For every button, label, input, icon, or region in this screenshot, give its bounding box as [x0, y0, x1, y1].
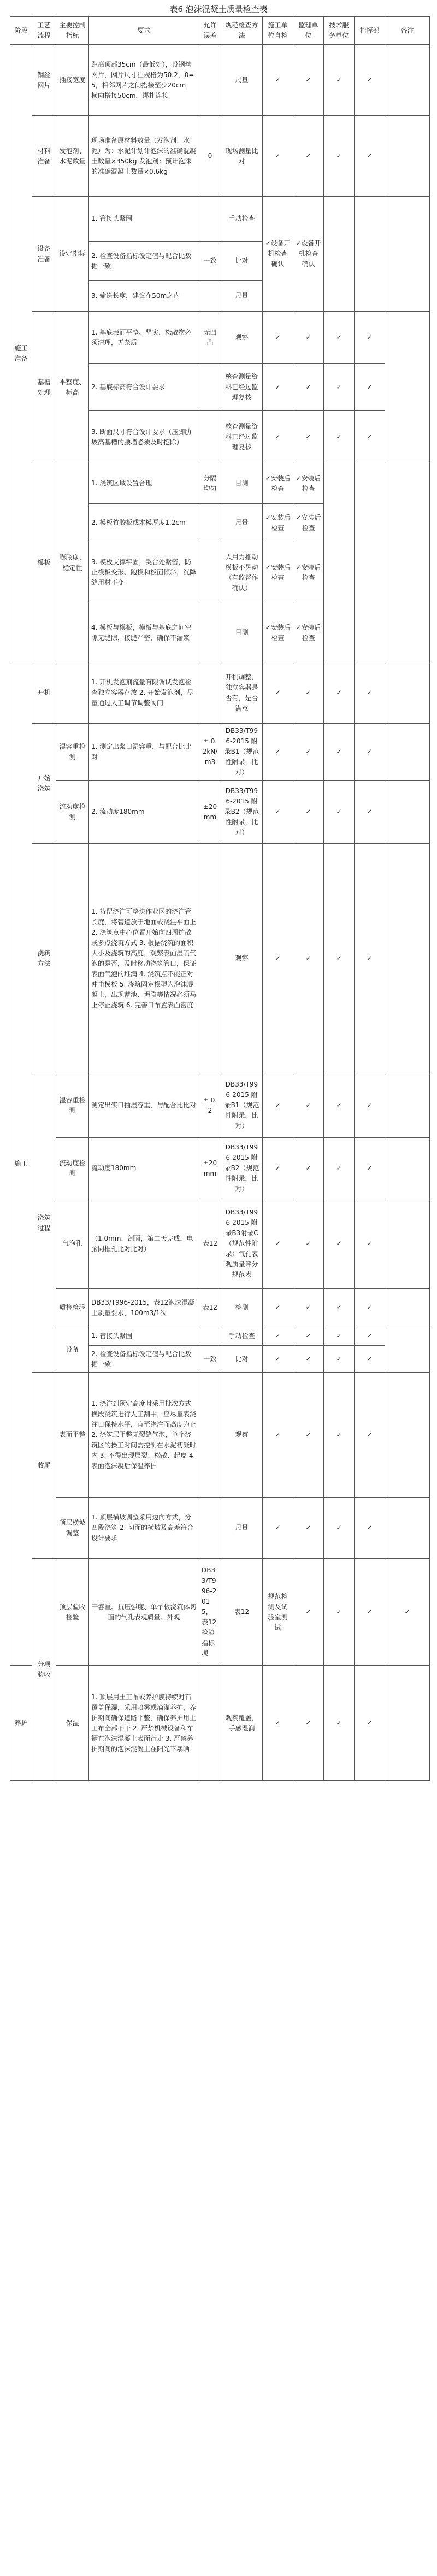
- cell-requirement: 1. 浇注到预定高度时采用批次方式换段浇筑进行人工刮平，应尽量表浇注口保持水平，直至浇注面高度为止 2. 浇筑层平整无裂缝气泡，单个浇筑区的操工时间需控制在水泥初凝时内 3. 不得出现层裂、松散、起皮 4. 表面泡沫凝后保温养护: [89, 1373, 199, 1498]
- check-mark: ✓: [355, 724, 385, 781]
- check-mark: ✓: [324, 1498, 355, 1559]
- cell-remark: [385, 781, 430, 844]
- check-mark: ✓: [324, 1138, 355, 1199]
- cell-method: 人用力推动模板不晃动（有监督作确认）: [221, 542, 263, 603]
- header-stage: 阶段: [10, 17, 32, 45]
- cell-method: 手动检查: [221, 197, 263, 242]
- check-mark: ✓: [263, 724, 293, 781]
- cell-control: 表面平整: [56, 1373, 89, 1498]
- cell-method: DB33/T996-2015 附录B3附录C（规范性附录）气孔表观质量评分规范表: [221, 1199, 263, 1289]
- check-mark: ✓: [355, 1346, 385, 1373]
- cell-method: 尺量: [221, 45, 263, 116]
- cell-requirement: 1. 管接头紧固: [89, 1327, 199, 1346]
- cell-process: 开机: [32, 662, 56, 724]
- cell-control: [56, 662, 89, 724]
- check-mark: ✓: [355, 1559, 385, 1666]
- cell-method: 开机调整，独立容器是否有，是否满意: [221, 662, 263, 724]
- cell-method: 尺量: [221, 1498, 263, 1559]
- check-mark: ✓: [263, 781, 293, 844]
- cell-process: 浇筑过程: [32, 1073, 56, 1373]
- cell-remark: [385, 197, 430, 312]
- cell-tolerance: ±20mm: [199, 1138, 221, 1199]
- table-row: [10, 1327, 430, 1346]
- check-mark: ✓: [324, 45, 355, 116]
- check-mark: ✓: [263, 1373, 293, 1498]
- check-mark: ✓: [293, 724, 324, 781]
- cell-method: 观察: [221, 1373, 263, 1498]
- cell-control: 设定指标: [56, 197, 89, 312]
- check-mark: ✓: [293, 1666, 324, 1781]
- cell-remark: [385, 1138, 430, 1199]
- check-mark: ✓: [263, 1498, 293, 1559]
- check-mark: ✓: [355, 116, 385, 197]
- phase-construction: 施工: [10, 662, 32, 1666]
- check-mark: ✓: [324, 1373, 355, 1498]
- cell-process: 材料准备: [32, 116, 56, 197]
- check-mark: ✓: [293, 1373, 324, 1498]
- check-mark: ✓: [324, 1346, 355, 1373]
- header-hq: 指挥部: [355, 17, 385, 45]
- cell-requirement: DB33/T996-2015，表12 检验指标项: [199, 1559, 221, 1666]
- cell-tolerance: [199, 603, 221, 662]
- cell-tolerance: [199, 45, 221, 116]
- check-mark: ✓: [324, 1327, 355, 1346]
- cell-remark: [385, 463, 430, 662]
- header-control: 主要控制指标: [56, 17, 89, 45]
- cell-tolerance: [199, 1666, 221, 1781]
- cell-tolerance: 表12: [199, 1199, 221, 1289]
- header-method: 规范检查方法: [221, 17, 263, 45]
- cell-method: 目测: [221, 463, 263, 504]
- cell-requirement: DB33/T996-2015，表12泡沫混凝土质量要求，100m3/1次: [89, 1289, 199, 1327]
- cell-tolerance: [199, 1327, 221, 1346]
- cell-control: 顶层横坡调整: [56, 1498, 89, 1559]
- check-mark: ✓: [355, 844, 385, 1073]
- cell-tolerance: [199, 1373, 221, 1498]
- cell-requirement: 1. 测定出浆口湿容重，与配合比比对: [89, 724, 199, 781]
- header-process: 工艺流程: [32, 17, 56, 45]
- check-mark: ✓: [355, 1138, 385, 1199]
- cell-process: 模板: [32, 463, 56, 662]
- cell-tolerance: 一致: [199, 1346, 221, 1373]
- cell-control: 发泡剂、水泥数量: [56, 116, 89, 197]
- check-mark: ✓: [293, 116, 324, 197]
- cell-tolerance: [199, 364, 221, 411]
- check-mark: ✓: [355, 1373, 385, 1498]
- check-mark: ✓: [263, 1073, 293, 1138]
- cell-control: 插接宽度: [56, 45, 89, 116]
- cell-hq: [355, 197, 385, 312]
- cell-self-check: ✓安装后检查: [263, 603, 293, 662]
- check-mark: ✓: [355, 312, 385, 364]
- check-mark: ✓: [355, 1327, 385, 1346]
- cell-remark: [385, 312, 430, 463]
- check-mark: ✓: [293, 411, 324, 463]
- check-mark: ✓: [263, 411, 293, 463]
- cell-tolerance: [199, 542, 221, 603]
- check-mark: ✓: [324, 1199, 355, 1289]
- cell-method: 核查测量资料已经过监理复核: [221, 364, 263, 411]
- check-mark: ✓: [355, 1498, 385, 1559]
- check-mark: ✓: [263, 116, 293, 197]
- cell-method: 观察: [221, 844, 263, 1073]
- cell-remark: [385, 116, 430, 197]
- cell-tolerance: [199, 1498, 221, 1559]
- check-mark: ✓: [263, 312, 293, 364]
- cell-method: 规范检测及试验室测试: [263, 1559, 293, 1666]
- cell-control: 湿容重检测: [56, 724, 89, 781]
- cell-method: DB33/T996-2015 附录B1（规范性附录，比对）: [221, 1073, 263, 1138]
- cell-requirement: （1.0mm，剖面，第二天完成，电脑同框孔比对比对）: [89, 1199, 199, 1289]
- table-row: [10, 1373, 430, 1498]
- check-mark: ✓: [293, 781, 324, 844]
- check-mark: ✓: [293, 844, 324, 1073]
- cell-tech: [324, 463, 355, 662]
- cell-method: 观察覆盖，手感湿润: [221, 1666, 263, 1781]
- cell-method: 观察: [221, 312, 263, 364]
- cell-method: 尺量: [221, 281, 263, 312]
- check-mark: ✓: [263, 1327, 293, 1346]
- cell-method: 比对: [221, 242, 263, 281]
- cell-tolerance: [199, 844, 221, 1073]
- check-mark: ✓: [293, 662, 324, 724]
- header-row: [10, 17, 430, 45]
- cell-requirement: 2. 检查设备指标设定值与配合比数据一致: [89, 1346, 199, 1373]
- cell-control: [56, 844, 89, 1073]
- cell-tolerance: 0: [199, 116, 221, 197]
- cell-process: 浇筑方法: [32, 844, 56, 1073]
- cell-supervision-check: ✓安装后检查: [293, 504, 324, 542]
- check-mark: ✓: [293, 312, 324, 364]
- cell-remark: [385, 1327, 430, 1373]
- cell-method: 比对: [221, 1346, 263, 1373]
- cell-control: 保湿: [56, 1666, 89, 1781]
- cell-requirement: 1. 顶层横坡调整采用边向方式，分四段浇筑 2. 切面的横坡及高差符合设计要求: [89, 1498, 199, 1559]
- cell-tolerance: ±20mm: [199, 781, 221, 844]
- cell-process: 设备准备: [32, 197, 56, 312]
- check-mark: ✓: [263, 1138, 293, 1199]
- cell-requirement: 3. 输送长度，建议在50m之内: [89, 281, 199, 312]
- check-mark: ✓: [263, 45, 293, 116]
- table-row: [10, 1559, 430, 1666]
- cell-remark: [385, 1373, 430, 1498]
- phase-prep: 施工准备: [10, 45, 32, 662]
- cell-control: 膨胀度、稳定性: [56, 463, 89, 662]
- cell-control: 设备: [56, 1327, 89, 1373]
- check-mark: ✓: [324, 312, 355, 364]
- table-row: [10, 1073, 430, 1138]
- cell-remark: [385, 1666, 430, 1781]
- cell-requirement: 2. 检查设备指标设定值与配合比数据一致: [89, 242, 199, 281]
- cell-process: 养护: [10, 1666, 32, 1781]
- check-mark: ✓: [385, 1559, 430, 1666]
- cell-process: 收尾: [32, 1373, 56, 1559]
- cell-remark: [385, 1199, 430, 1289]
- table-row: [10, 1199, 430, 1289]
- cell-requirement: 4. 模板与模板，模板与基底之间空隙无缝隙，接缝严密，确保不漏浆: [89, 603, 199, 662]
- check-mark: ✓: [293, 1289, 324, 1327]
- cell-control: 干容重、抗压强度、单个板浇筑体切面的气孔表观质量、外观: [89, 1559, 199, 1666]
- check-mark: ✓: [293, 1498, 324, 1559]
- check-mark: ✓: [263, 844, 293, 1073]
- check-mark: ✓: [293, 1559, 324, 1666]
- cell-requirement: 现场准备原材料数量（发泡剂、水泥）为：水泥计划计泡沫的准确混凝土数量×350kg 发泡剂：预计泡沫的准确混凝土数量×0.6kg: [89, 116, 199, 197]
- cell-process: 基槽处理: [32, 312, 56, 463]
- cell-method: DB33/T996-2015 附录B2（规范性附录，比对）: [221, 1138, 263, 1199]
- cell-method: DB33/T996-2015 附录B1（规范性附录，比对）: [221, 724, 263, 781]
- cell-remark: [385, 1073, 430, 1138]
- check-mark: ✓: [263, 1666, 293, 1781]
- cell-requirement: 1. 顶层用土工布或养护膜持续对石覆盖保湿，采用喷雾或滴灌养护，养护期间确保道路平整，确保养护用土工布全部不干 2. 严禁机械设备和车辆在泡沫混凝土表面行走 3. 严禁养护期间的泡沫混凝土在阳光下暴晒: [89, 1666, 199, 1781]
- cell-tolerance: 分隔均匀: [199, 463, 221, 504]
- check-mark: ✓: [355, 364, 385, 411]
- table-row: [10, 116, 430, 197]
- check-mark: ✓: [263, 1346, 293, 1373]
- check-mark: ✓: [293, 1073, 324, 1138]
- check-mark: ✓: [355, 781, 385, 844]
- check-mark: ✓: [263, 364, 293, 411]
- cell-requirement: 1. 管接头紧固: [89, 197, 199, 242]
- cell-control: 质检检验: [56, 1289, 89, 1327]
- table-row: [10, 1498, 430, 1559]
- check-mark: ✓: [324, 364, 355, 411]
- table-row: [10, 1138, 430, 1199]
- cell-tech: [324, 197, 355, 312]
- check-mark: ✓: [324, 781, 355, 844]
- cell-requirement: 3. 断面尺寸符合设计要求（压脚肋坡高基槽的腰墙必须及时挖除）: [89, 411, 199, 463]
- cell-tolerance: ± 0.2kN/m3: [199, 724, 221, 781]
- check-mark: ✓: [263, 662, 293, 724]
- cell-supervision-check: ✓设备开机检查确认: [293, 197, 324, 312]
- check-mark: ✓: [263, 1289, 293, 1327]
- table-row: [10, 781, 430, 844]
- check-mark: ✓: [355, 1289, 385, 1327]
- header-tech: 技术服务单位: [324, 17, 355, 45]
- cell-requirement: 2. 流动度180mm: [89, 781, 199, 844]
- check-mark: ✓: [293, 45, 324, 116]
- cell-requirement: 1. 浇筑区域设置合理: [89, 463, 199, 504]
- check-mark: ✓: [324, 1073, 355, 1138]
- cell-hq: [355, 463, 385, 662]
- check-mark: ✓: [293, 1199, 324, 1289]
- check-mark: ✓: [324, 116, 355, 197]
- cell-requirement: 1. 基底表面平整、坚实，松散物必须清理，无杂质: [89, 312, 199, 364]
- cell-requirement: 测定出浆口抽湿容重，与配合比比对: [89, 1073, 199, 1138]
- check-mark: ✓: [293, 1138, 324, 1199]
- cell-requirement: 流动度180mm: [89, 1138, 199, 1199]
- header-supervision: 监理单位: [293, 17, 324, 45]
- quality-check-table: [10, 16, 430, 1781]
- cell-tolerance: [199, 411, 221, 463]
- check-mark: ✓: [324, 662, 355, 724]
- cell-method: 核查测量资料已经过监理复核: [221, 411, 263, 463]
- table-row: [10, 662, 430, 724]
- cell-supervision-check: ✓安装后检查: [293, 542, 324, 603]
- cell-control: 平整度、标高: [56, 312, 89, 463]
- cell-supervision-check: ✓安装后检查: [293, 603, 324, 662]
- cell-method: 检测: [221, 1289, 263, 1327]
- table-row: [10, 1289, 430, 1327]
- cell-method: 现场测量比对: [221, 116, 263, 197]
- cell-remark: [385, 1498, 430, 1559]
- cell-tolerance: [199, 281, 221, 312]
- cell-remark: [385, 45, 430, 116]
- cell-method: DB33/T996-2015 附录B2（规范性附录，比对）: [221, 781, 263, 844]
- cell-requirement: 1. 持留浇注可整块作业区的浇注管长度，将管道放于地面或浇注平面上 2. 浇筑点中心位置开始向四周扩散或多点浇筑方式 3. 根据浇筑的面积大小及浇筑的高度，观察表面湿喷气泡的是否，及时移动浇筑管口，保证表面气泡的堆满 4. 浇筑点不能正对冲击模板 5. 浇筑固定模型为泡沫混凝土，出现蓄池、坍陷等情况必须马上停止浇筑 6. 完善口布置表面密度: [89, 844, 199, 1073]
- cell-tolerance: [199, 662, 221, 724]
- check-mark: ✓: [355, 1199, 385, 1289]
- cell-requirement: 2. 基底标高符合设计要求: [89, 364, 199, 411]
- table-row: [10, 463, 430, 504]
- check-mark: ✓: [324, 411, 355, 463]
- cell-self-check: ✓安装后检查: [263, 463, 293, 504]
- table-row: [10, 197, 430, 242]
- table-row: [10, 724, 430, 781]
- cell-control: 流动度检测: [56, 781, 89, 844]
- phase-acceptance: 分项验收: [32, 1559, 56, 1781]
- cell-method: 目测: [221, 603, 263, 662]
- table-row: [10, 312, 430, 364]
- cell-remark: [385, 1289, 430, 1327]
- cell-method: 尺量: [221, 504, 263, 542]
- cell-remark: [385, 844, 430, 1073]
- check-mark: ✓: [355, 1073, 385, 1138]
- cell-tolerance: 表12: [221, 1559, 263, 1666]
- cell-supervision-check: ✓安装后检查: [293, 463, 324, 504]
- cell-process: 钢丝网片: [32, 45, 56, 116]
- check-mark: ✓: [324, 844, 355, 1073]
- cell-requirement: 1. 开机发泡剂流量有限调试发泡检查独立容器存放 2. 开始发泡剂，尽量通过人工调节调整阀门: [89, 662, 199, 724]
- cell-control: 流动度检测: [56, 1138, 89, 1199]
- cell-requirement: 2. 模板竹胶板或木模厚度1.2cm: [89, 504, 199, 542]
- cell-requirement: 3. 模板支撑牢固，契合处紧密，防止模板变形、跑模和板面倾斜，沉降缝用材不变: [89, 542, 199, 603]
- table-row: [10, 1666, 430, 1781]
- check-mark: ✓: [293, 364, 324, 411]
- cell-process: 顶层验收检验: [56, 1559, 89, 1666]
- cell-tolerance: [199, 197, 221, 242]
- cell-remark: [385, 662, 430, 724]
- check-mark: ✓: [324, 724, 355, 781]
- check-mark: ✓: [355, 45, 385, 116]
- table-row: [10, 45, 430, 116]
- cell-tolerance: [199, 504, 221, 542]
- cell-requirement: 距离顶部35cm（最低处），设钢丝网片，网片尺寸注规格为50.2，0=5，相邻网片之间搭接至少20cm，横向搭接50cm，绑扎连接: [89, 45, 199, 116]
- check-mark: ✓: [324, 1559, 355, 1666]
- header-tolerance: 允许误差: [199, 17, 221, 45]
- cell-tolerance: 表12: [199, 1289, 221, 1327]
- cell-control: 湿容重检测: [56, 1073, 89, 1138]
- cell-method: 手动检查: [221, 1327, 263, 1346]
- header-requirement: 要求: [89, 17, 199, 45]
- table-row: [10, 844, 430, 1073]
- header-self: 施工单位自检: [263, 17, 293, 45]
- check-mark: ✓: [355, 411, 385, 463]
- check-mark: ✓: [293, 1346, 324, 1373]
- cell-tolerance: 一致: [199, 242, 221, 281]
- header-remark: 备注: [385, 17, 430, 45]
- table-title: 表6 泡沫混凝土质量检查表: [169, 4, 268, 14]
- check-mark: ✓: [324, 1289, 355, 1327]
- cell-remark: [385, 724, 430, 781]
- cell-self-check: ✓设备开机检查确认: [263, 197, 293, 312]
- cell-tolerance: 无凹凸: [199, 312, 221, 364]
- check-mark: ✓: [263, 1199, 293, 1289]
- cell-control: 气泡孔: [56, 1199, 89, 1289]
- cell-self-check: ✓安装后检查: [263, 504, 293, 542]
- check-mark: ✓: [355, 1666, 385, 1781]
- cell-process: 开始浇筑: [32, 724, 56, 844]
- check-mark: ✓: [293, 1327, 324, 1346]
- cell-self-check: ✓安装后检查: [263, 542, 293, 603]
- check-mark: ✓: [355, 662, 385, 724]
- cell-tolerance: ± 0.2: [199, 1073, 221, 1138]
- check-mark: ✓: [324, 1666, 355, 1781]
